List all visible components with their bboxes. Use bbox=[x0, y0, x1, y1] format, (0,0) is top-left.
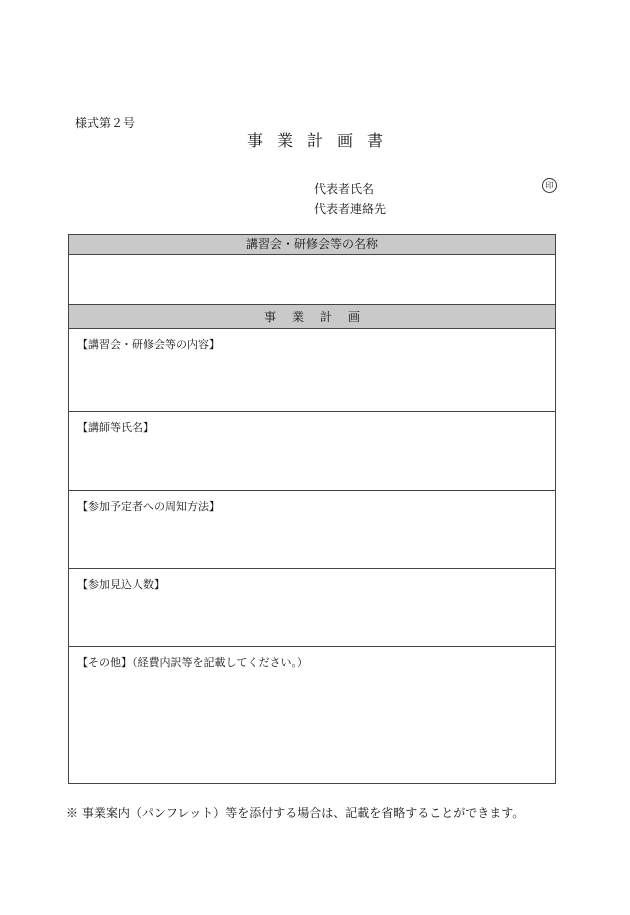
section-notification-label: 【参加予定者への周知方法】 bbox=[77, 500, 220, 513]
event-name-field[interactable] bbox=[69, 254, 555, 304]
document-title: 事業計画書 bbox=[246, 131, 397, 150]
section-attendance[interactable] bbox=[69, 568, 555, 646]
section-other[interactable] bbox=[69, 646, 555, 783]
section-content[interactable] bbox=[69, 328, 555, 411]
representative-contact-label: 代表者連絡先 bbox=[314, 202, 387, 216]
section-attendance-label: 【参加見込人数】 bbox=[77, 578, 165, 591]
section-instructors-label: 【講師等氏名】 bbox=[77, 421, 154, 434]
section-notification[interactable] bbox=[69, 490, 555, 568]
event-name-header: 講習会・研修会等の名称 bbox=[69, 235, 555, 254]
form-number: 様式第２号 bbox=[75, 116, 136, 130]
footnote: ※ 事業案内（パンフレット）等を添付する場合は、記載を省略することができます。 bbox=[66, 806, 525, 820]
plan-header: 事業計画 bbox=[69, 304, 555, 328]
representative-name-label: 代表者氏名 bbox=[314, 182, 375, 196]
section-other-label: 【その他】（経費内訳等を記載してください。） bbox=[77, 656, 308, 669]
seal-mark: 印 bbox=[542, 178, 557, 193]
section-content-label: 【講習会・研修会等の内容】 bbox=[77, 338, 220, 351]
plan-form-table bbox=[68, 234, 556, 784]
section-instructors[interactable] bbox=[69, 411, 555, 490]
